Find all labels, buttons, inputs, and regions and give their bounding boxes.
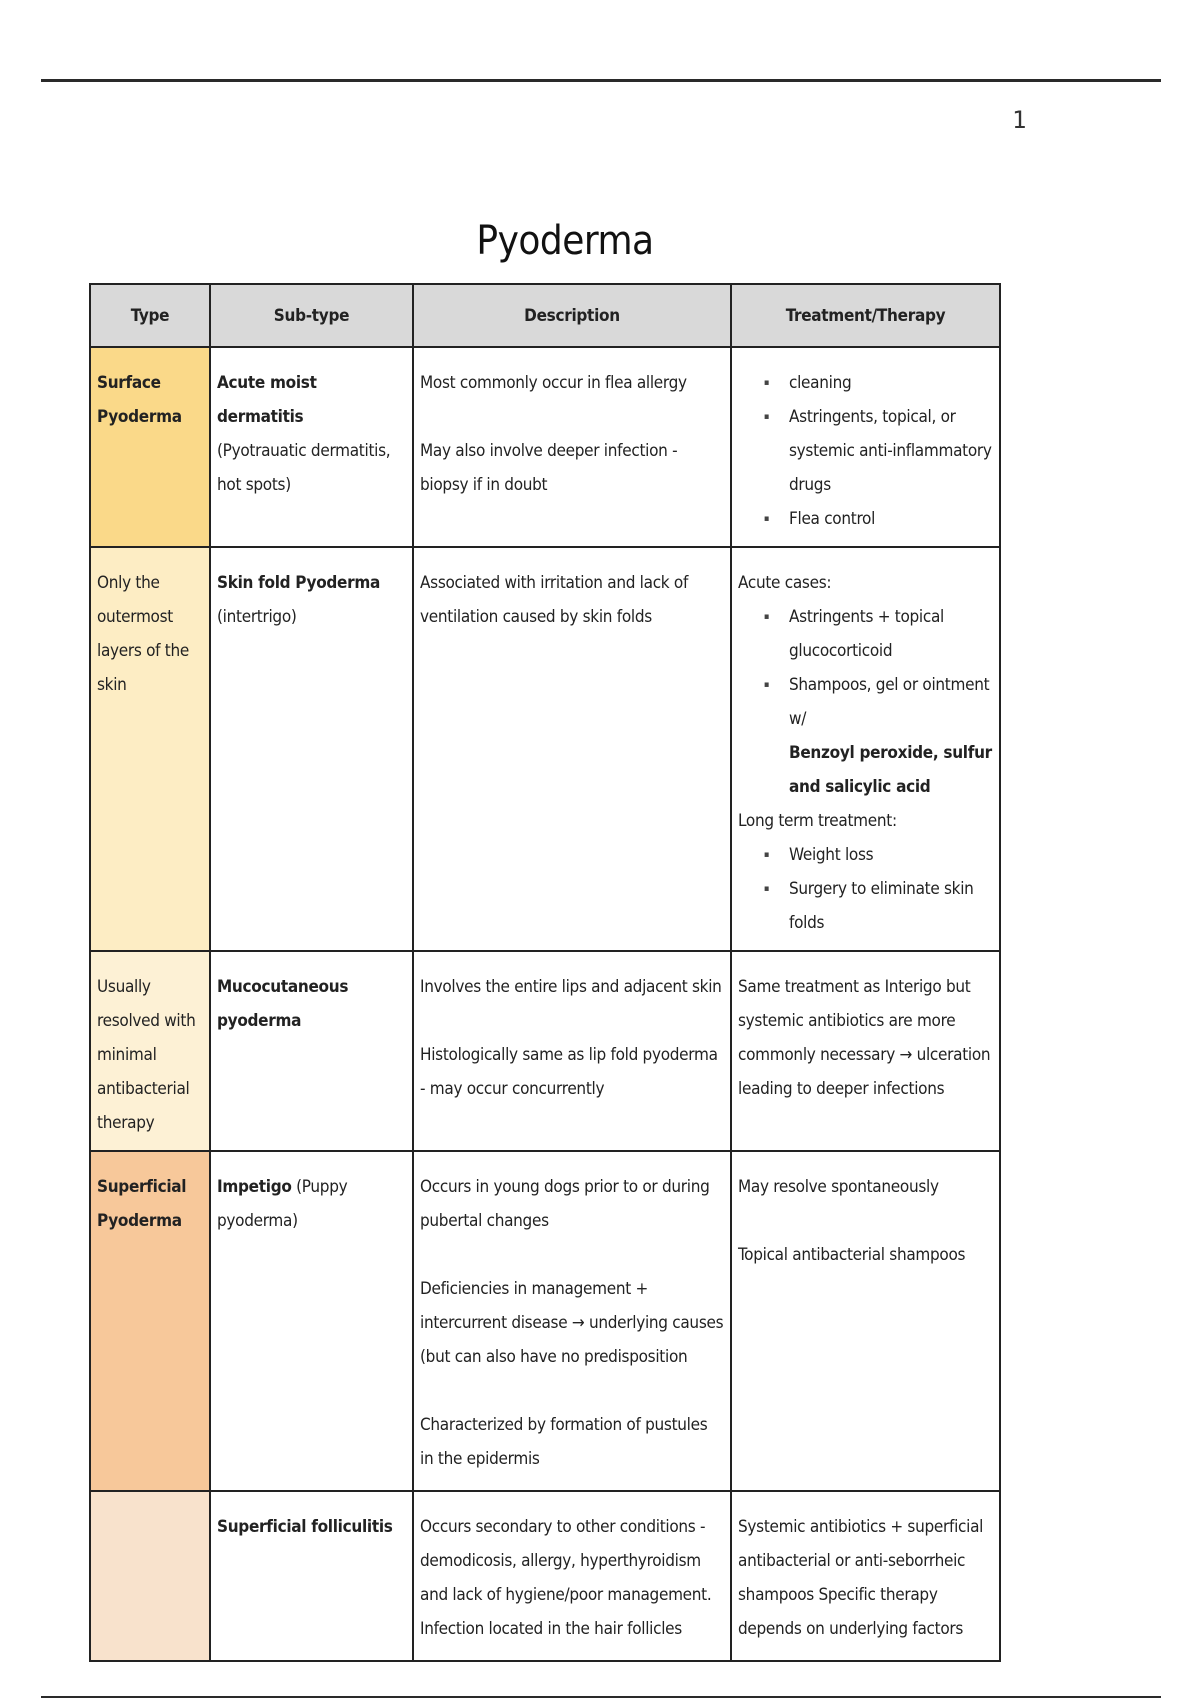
description-cell: Associated with irritation and lack of ventilation caused by skin folds: [413, 547, 731, 951]
header-treatment: Treatment/Therapy: [731, 284, 1000, 347]
type-cell: [90, 1491, 210, 1661]
list-item: ▪ cleaning: [738, 366, 993, 400]
list-item: ▪ Astringents, topical, or systemic anti-inflammatory drugs: [738, 400, 993, 502]
table-row: [90, 547, 1000, 951]
type-cell: Superficial Pyoderma: [90, 1151, 210, 1491]
list-item: ▪ Surgery to eliminate skin folds: [738, 872, 993, 940]
pyoderma-table: [89, 283, 1001, 1662]
description-cell: Occurs in young dogs prior to or during pubertal changes Deficiencies in management + intercurrent disease → underlying causes (but can also have no predisposition Characterized by formation of pustules in the epidermis: [413, 1151, 731, 1491]
treatment-cell: Same treatment as Interigo but systemic antibiotics are more commonly necessary → ulceration leading to deeper infections: [731, 951, 1000, 1151]
type-cell: Only the outermost layers of the skin: [90, 547, 210, 951]
type-cell: Surface Pyoderma: [90, 347, 210, 547]
page-number: 1: [1012, 106, 1027, 134]
list-item: ▪ Astringents + topical glucocorticoid: [738, 600, 993, 668]
header-subtype: Sub-type: [210, 284, 413, 347]
table-row: [90, 1491, 1000, 1661]
subtype-cell: Mucocutaneous pyoderma: [210, 951, 413, 1151]
treatment-cell: Systemic antibiotics + superficial antibacterial or anti-seborrheic shampoos Specific therapy depends on underlying factors: [731, 1491, 1000, 1661]
table-row: [90, 951, 1000, 1151]
table-header-row: [90, 284, 1000, 347]
list-item: ▪ Weight loss: [738, 838, 993, 872]
header-description: Description: [413, 284, 731, 347]
list-item: ▪ Shampoos, gel or ointment w/ Benzoyl peroxide, sulfur and salicylic acid: [738, 668, 993, 804]
table-row: [90, 347, 1000, 547]
header-rule: [41, 79, 1161, 82]
table-row: [90, 1151, 1000, 1491]
treatment-cell: May resolve spontaneously Topical antibacterial shampoos: [731, 1151, 1000, 1491]
treatment-list: [738, 600, 993, 804]
type-cell: Usually resolved with minimal antibacterial therapy: [90, 951, 210, 1151]
subtype-cell: Superficial folliculitis: [210, 1491, 413, 1661]
treatment-cell: Acute cases: ▪ Astringents + topical glucocorticoid ▪ Shampoos, gel or ointment w/ Benzoyl peroxide, sulfur and salicylic acid Long term treatment: ▪ Weight loss ▪ Surgery to eliminate skin folds: [731, 547, 1000, 951]
description-cell: Occurs secondary to other conditions - demodicosis, allergy, hyperthyroidism and lack of hygiene/poor management. Infection located in the hair follicles: [413, 1491, 731, 1661]
page-title: Pyoderma: [476, 218, 654, 264]
footer-rule: [41, 1696, 1161, 1698]
treatment-cell: [731, 347, 1000, 547]
description-cell: Involves the entire lips and adjacent skin Histologically same as lip fold pyoderma - may occur concurrently: [413, 951, 731, 1151]
header-type: Type: [90, 284, 210, 347]
subtype-cell: Acute moist dermatitis (Pyotrauatic dermatitis, hot spots): [210, 347, 413, 547]
description-cell: Most commonly occur in flea allergy May also involve deeper infection - biopsy if in doubt: [413, 347, 731, 547]
treatment-list: [738, 366, 993, 536]
subtype-cell: Skin fold Pyoderma (intertrigo): [210, 547, 413, 951]
list-item: ▪ Flea control: [738, 502, 993, 536]
subtype-cell: Impetigo (Puppy pyoderma): [210, 1151, 413, 1491]
treatment-list: [738, 838, 993, 940]
